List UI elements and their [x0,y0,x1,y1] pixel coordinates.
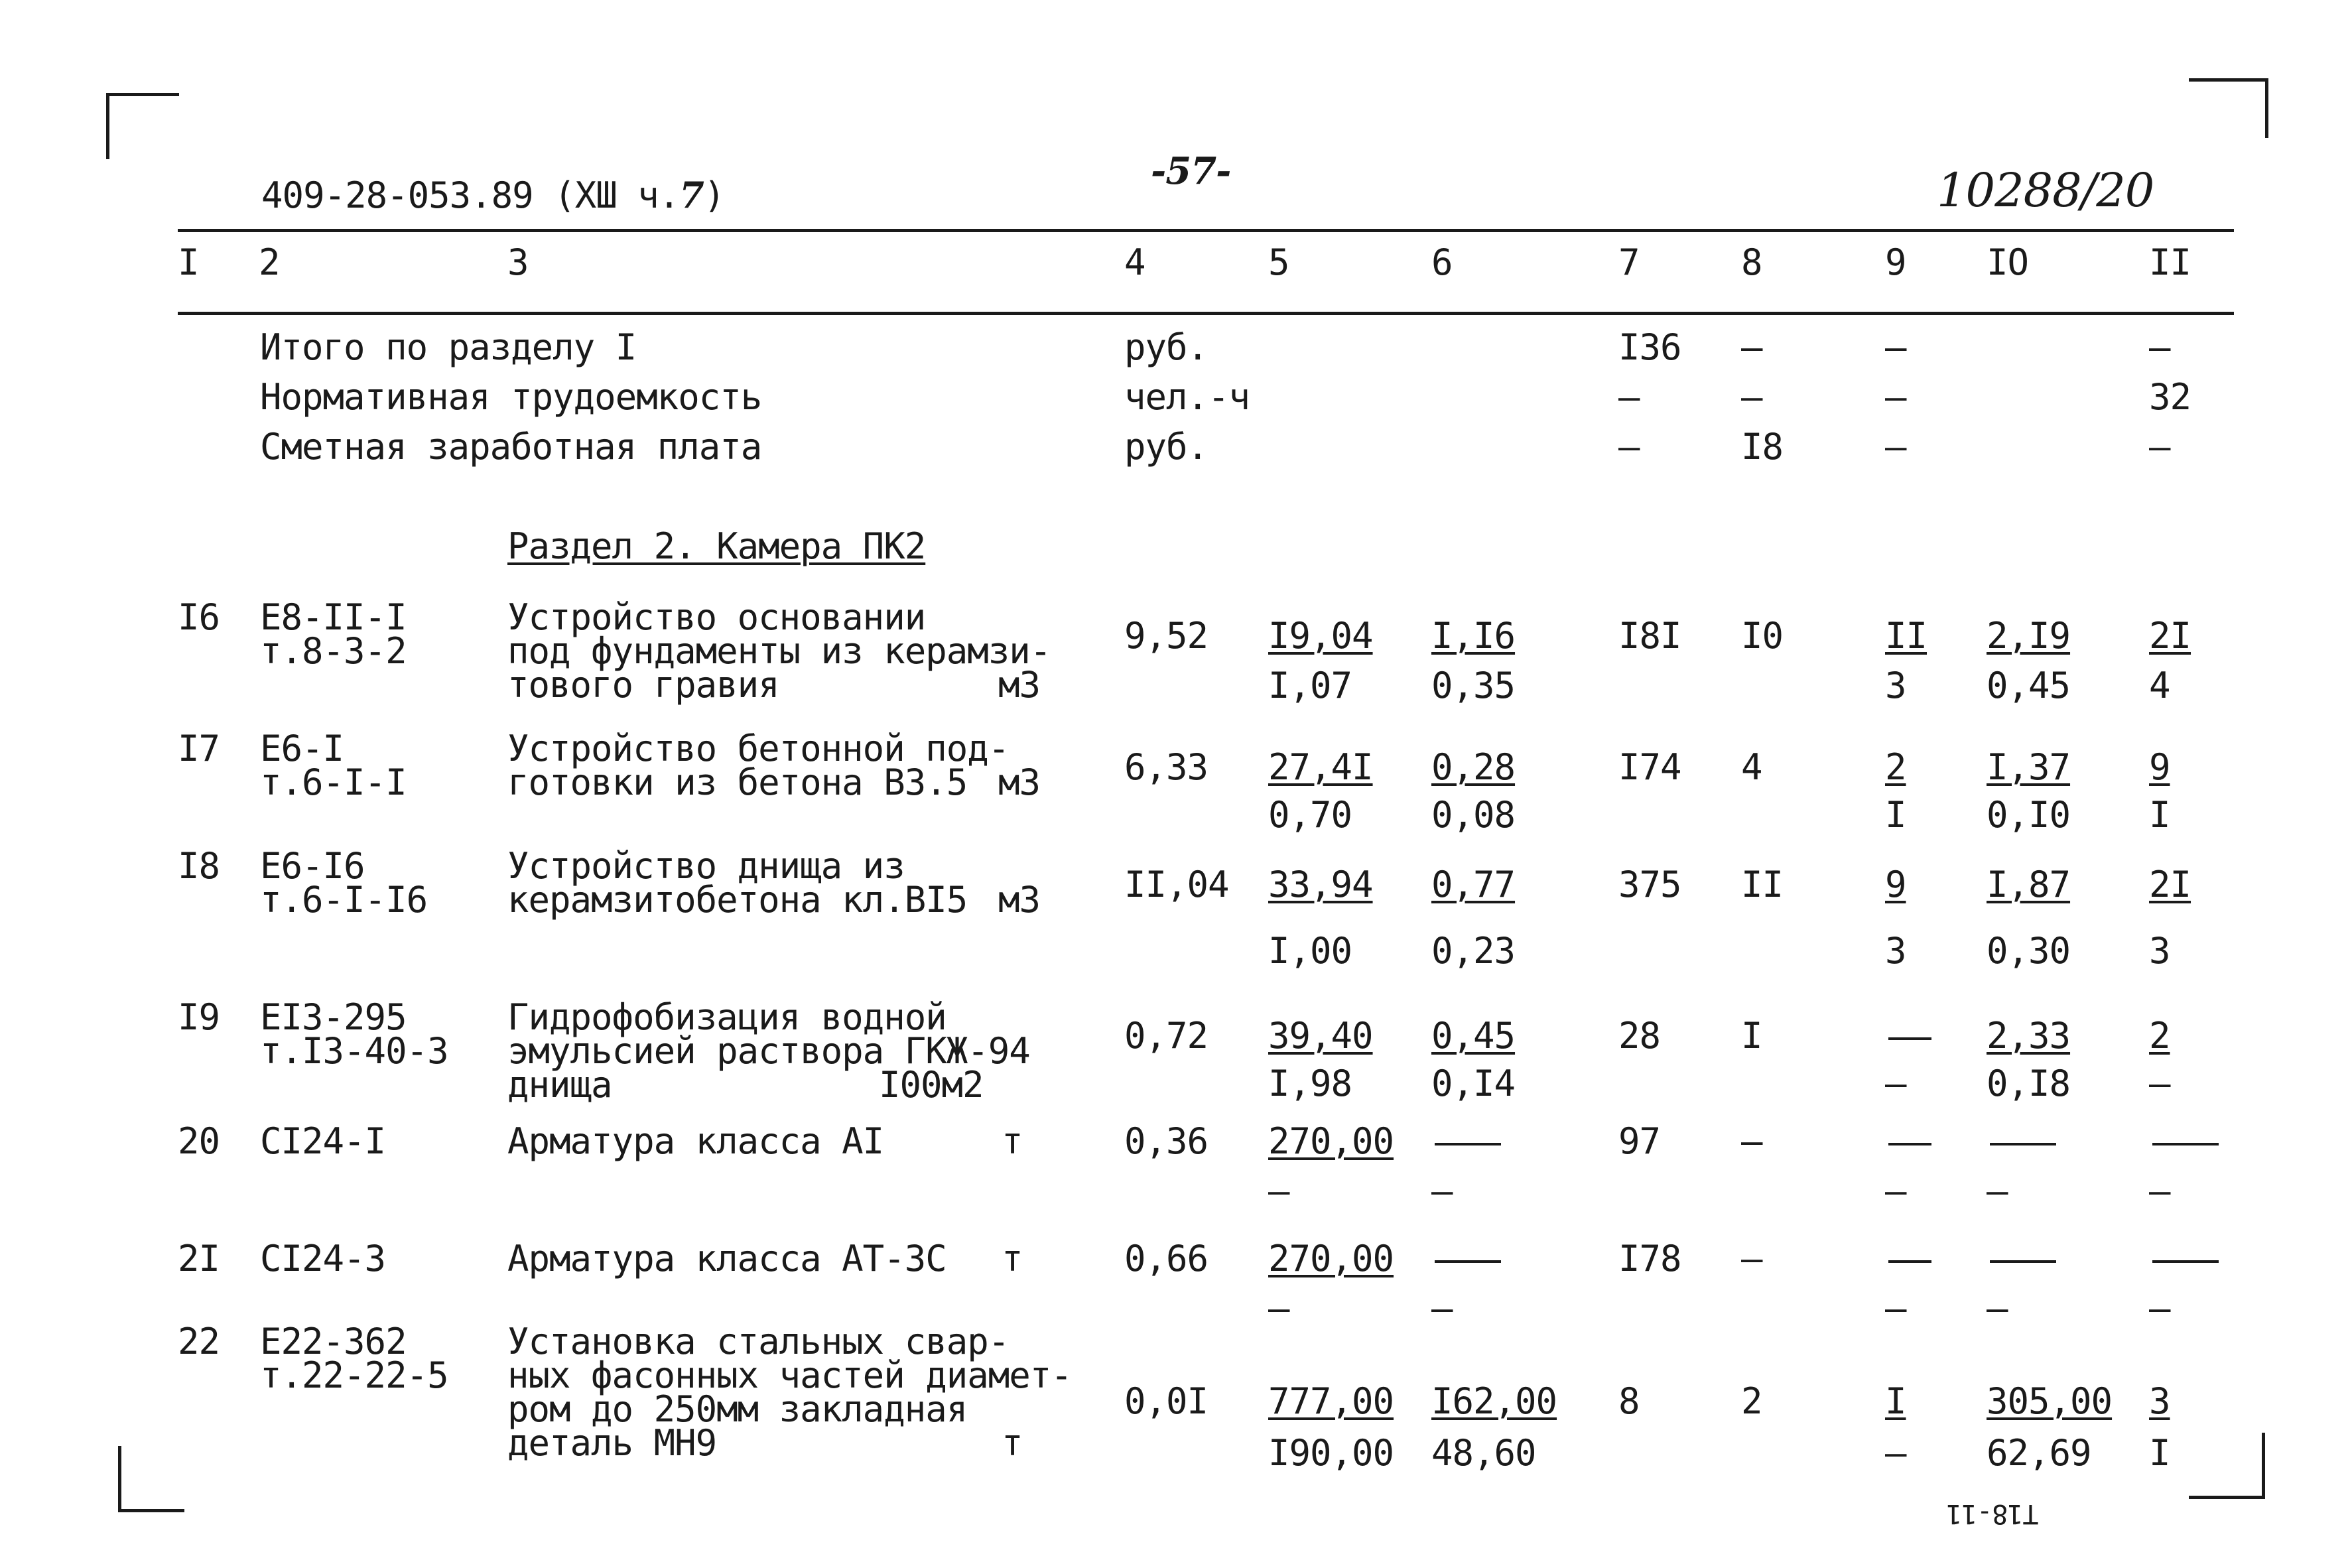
unit-cost-top: 777,00 [1268,1380,1394,1422]
unit-of-measure: I00м2 [879,1064,984,1106]
unit-cost-top: 270,00 [1268,1120,1394,1162]
work-description-line: деталь МН9 [507,1422,717,1464]
norm-code: Е6-I6 [260,845,365,887]
wage-cost-bottom: 0,I4 [1431,1063,1516,1104]
unit-cost-bottom: 0,70 [1268,794,1352,836]
summary-col7: – [1618,426,1640,468]
work-description-line: Арматура класса АТ-3С [507,1238,947,1279]
column-header-2: 2 [259,241,280,283]
unit-cost-top: 39,40 [1268,1015,1373,1057]
corner-mark-top-right-h [2189,78,2268,82]
summary-label: Нормативная трудоемкость [260,376,762,418]
wage-total-bottom: 0,I8 [1987,1063,2071,1104]
corner-mark-top-right-v [2265,78,2268,138]
wage-cost-top: 0,28 [1431,746,1516,788]
work-description-line: Устройство основании [507,596,926,638]
summary-col7: I36 [1618,326,1681,368]
unit-cost-top: I9,04 [1268,615,1373,657]
norm-code: Е6-I [260,728,344,769]
wage-col8: I [1741,1015,1762,1057]
norm-code: ЕI3-295 [260,996,407,1038]
wage-total-top: 305,00 [1987,1380,2113,1422]
machine-total-bottom: – [2149,1170,2170,1212]
work-description-line: под фундаменты из керамзи- [507,630,1051,672]
unit-cost-top: 27,4I [1268,746,1373,788]
wage-cost-bottom: 0,23 [1431,930,1516,972]
column-header-11: II [2149,241,2191,283]
wage-cost-top: I62,00 [1431,1380,1557,1422]
wage-total-top: I,87 [1987,864,2071,905]
wage-cost-top: 0,45 [1431,1015,1516,1057]
row-number: I9 [178,996,220,1038]
corner-mark-bottom-right-h [2189,1496,2265,1499]
norm-code: Е22-362 [260,1321,407,1362]
unit-of-measure: м3 [998,761,1041,803]
wage-total-bottom: 0,30 [1987,930,2071,972]
summary-col8: – [1741,326,1762,368]
wage-cost-top: 0,77 [1431,864,1516,905]
summary-col11: 32 [2149,376,2191,418]
wage-total-bottom: 0,45 [1987,665,2071,706]
quantity: 0,72 [1124,1015,1208,1057]
machine-cost-bottom: – [1885,1063,1906,1104]
table-top-rule [178,229,2234,232]
column-header-4: 4 [1124,241,1145,283]
wage-total-top: I,37 [1987,746,2071,788]
machine-cost-dash [1888,1260,1931,1263]
summary-col8: – [1741,376,1762,418]
quantity: 9,52 [1124,615,1208,657]
machine-total-bottom: I [2149,794,2170,836]
machine-cost-dash [1888,1143,1931,1145]
unit-of-measure: т [1002,1422,1023,1464]
wage-total-bottom: – [1987,1287,2008,1329]
table-header-rule [178,312,2234,315]
column-header-7: 7 [1618,241,1640,283]
wage-col8: – [1741,1120,1762,1162]
quantity: 0,0I [1124,1380,1208,1422]
machine-total-bottom: I [2149,1432,2170,1474]
total-cost: I74 [1618,746,1681,788]
unit-of-measure: т [1002,1120,1023,1162]
machine-total-bottom: 3 [2149,930,2170,972]
unit-cost-top: 33,94 [1268,864,1373,905]
norm-table-ref: т.8-3-2 [260,630,407,672]
summary-unit: чел.-ч [1124,376,1250,418]
corner-mark-bottom-right-v [2262,1433,2265,1499]
wage-total-bottom: 0,I0 [1987,794,2071,836]
unit-of-measure: м3 [998,664,1041,706]
norm-code: Е8-II-I [260,596,407,638]
wage-cost-bottom: 0,35 [1431,665,1516,706]
wage-cost-dash [1435,1143,1501,1145]
machine-total-top: 9 [2149,746,2170,788]
norm-table-ref: т.22-22-5 [260,1354,448,1396]
quantity: 6,33 [1124,746,1208,788]
wage-col8: – [1741,1238,1762,1279]
norm-code: СI24-3 [260,1238,386,1279]
row-number: 22 [178,1321,220,1362]
corner-mark-bottom-left-v [118,1446,121,1512]
machine-cost-bottom: I [1885,794,1906,836]
section-title: Раздел 2. Камера ПК2 [507,525,926,567]
quantity: 0,66 [1124,1238,1208,1279]
row-number: I8 [178,845,220,887]
row-number: I7 [178,728,220,769]
machine-cost-bottom: 3 [1885,665,1906,706]
work-description-line: Устройство бетонной под- [507,728,1010,769]
norm-table-ref: т.6-I-I [260,761,407,803]
column-header-1: I [178,241,199,283]
machine-total-top: 2I [2149,615,2191,657]
summary-unit: руб. [1124,326,1208,368]
page-number: -57- [1151,149,1231,193]
machine-total-bottom: – [2149,1063,2170,1104]
machine-cost-top: 2 [1885,746,1906,788]
work-description-line: ром до 250мм закладная [507,1388,968,1430]
total-cost: I8I [1618,615,1681,657]
machine-cost-bottom: – [1885,1432,1906,1474]
column-header-3: 3 [507,241,529,283]
summary-col11: – [2149,326,2170,368]
corner-mark-top-left-v [106,93,109,159]
summary-col11: – [2149,426,2170,468]
unit-cost-bottom: – [1268,1287,1289,1329]
summary-col9: – [1885,376,1906,418]
wage-col8: 4 [1741,746,1762,788]
unit-cost-bottom: – [1268,1170,1289,1212]
unit-of-measure: м3 [998,879,1041,921]
wage-cost-dash [1435,1260,1501,1263]
row-number: 2I [178,1238,220,1279]
wage-cost-bottom: 48,60 [1431,1432,1536,1474]
summary-label: Итого по разделу I [260,326,637,368]
column-header-8: 8 [1741,241,1762,283]
summary-label: Сметная заработная плата [260,426,762,468]
machine-total-top: 2 [2149,1015,2170,1057]
total-cost: 97 [1618,1120,1661,1162]
machine-cost-bottom: – [1885,1287,1906,1329]
wage-total-bottom: – [1987,1170,2008,1212]
work-description-line: керамзитобетона кл.ВI5 [507,879,968,921]
summary-col7: – [1618,376,1640,418]
handwritten-reference: 10288/20 [1937,163,2154,218]
summary-col8: I8 [1741,426,1784,468]
work-description-line: Установка стальных свар- [507,1321,1010,1362]
close-paren: ) [703,174,725,216]
wage-cost-top: I,I6 [1431,615,1516,657]
wage-total-top: 2,I9 [1987,615,2071,657]
unit-cost-bottom: I,07 [1268,665,1352,706]
machine-cost-dash [1888,1037,1931,1040]
column-header-6: 6 [1431,241,1453,283]
wage-cost-bottom: 0,08 [1431,794,1516,836]
column-header-9: 9 [1885,241,1906,283]
unit-of-measure: т [1002,1238,1023,1279]
corner-mark-bottom-left-h [118,1509,184,1512]
total-cost: 8 [1618,1380,1640,1422]
wage-total-dash [1990,1260,2056,1263]
wage-total-top: 2,33 [1987,1015,2071,1057]
summary-col9: – [1885,426,1906,468]
row-number: 20 [178,1120,220,1162]
wage-cost-bottom: – [1431,1287,1453,1329]
machine-total-top: 3 [2149,1380,2170,1422]
machine-total-dash [2152,1143,2219,1145]
machine-total-dash [2152,1260,2219,1263]
work-description-line: ных фасонных частей диамет- [507,1354,1072,1396]
work-description-line: Гидрофобизация водной [507,996,947,1038]
machine-total-bottom: 4 [2149,665,2170,706]
quantity: 0,36 [1124,1120,1208,1162]
column-header-5: 5 [1268,241,1289,283]
wage-cost-bottom: – [1431,1170,1453,1212]
corner-mark-top-left-h [106,93,179,96]
unit-cost-bottom: I,00 [1268,930,1352,972]
work-description-line: Арматура класса АI [507,1120,884,1162]
quantity: II,04 [1124,864,1229,905]
norm-table-ref: т.I3-40-3 [260,1030,448,1072]
wage-total-bottom: 62,69 [1987,1432,2091,1474]
part-number: 7 [679,174,704,216]
work-description-line: эмульсией раствора ГКЖ-94 [507,1030,1030,1072]
wage-total-dash [1990,1143,2056,1145]
machine-total-top: 2I [2149,864,2191,905]
work-description-line: Устройство днища из [507,845,905,887]
unit-cost-bottom: I90,00 [1268,1432,1394,1474]
norm-code: СI24-I [260,1120,386,1162]
footer-stamp: Т18-11 [1947,1498,2039,1529]
unit-cost-bottom: I,98 [1268,1063,1352,1104]
wage-col8: 2 [1741,1380,1762,1422]
machine-total-bottom: – [2149,1287,2170,1329]
row-number: I6 [178,596,220,638]
machine-cost-top: I [1885,1380,1906,1422]
summary-unit: руб. [1124,426,1208,468]
work-description-line: днища [507,1064,612,1106]
total-cost: 375 [1618,864,1681,905]
total-cost: I78 [1618,1238,1681,1279]
unit-cost-top: 270,00 [1268,1238,1394,1279]
machine-cost-top: 9 [1885,864,1906,905]
machine-cost-bottom: – [1885,1170,1906,1212]
machine-cost-top: II [1885,615,1927,657]
work-description-line: готовки из бетона В3.5 [507,761,968,803]
column-header-10: IO [1987,241,2029,283]
wage-col8: I0 [1741,615,1784,657]
work-description-line: тового гравия [507,664,779,706]
norm-table-ref: т.6-I-I6 [260,879,428,921]
total-cost: 28 [1618,1015,1661,1057]
wage-col8: II [1741,864,1784,905]
machine-cost-bottom: 3 [1885,930,1906,972]
summary-col9: – [1885,326,1906,368]
document-code-text: 409-28-053.89 (ХШ ч. [261,174,680,216]
